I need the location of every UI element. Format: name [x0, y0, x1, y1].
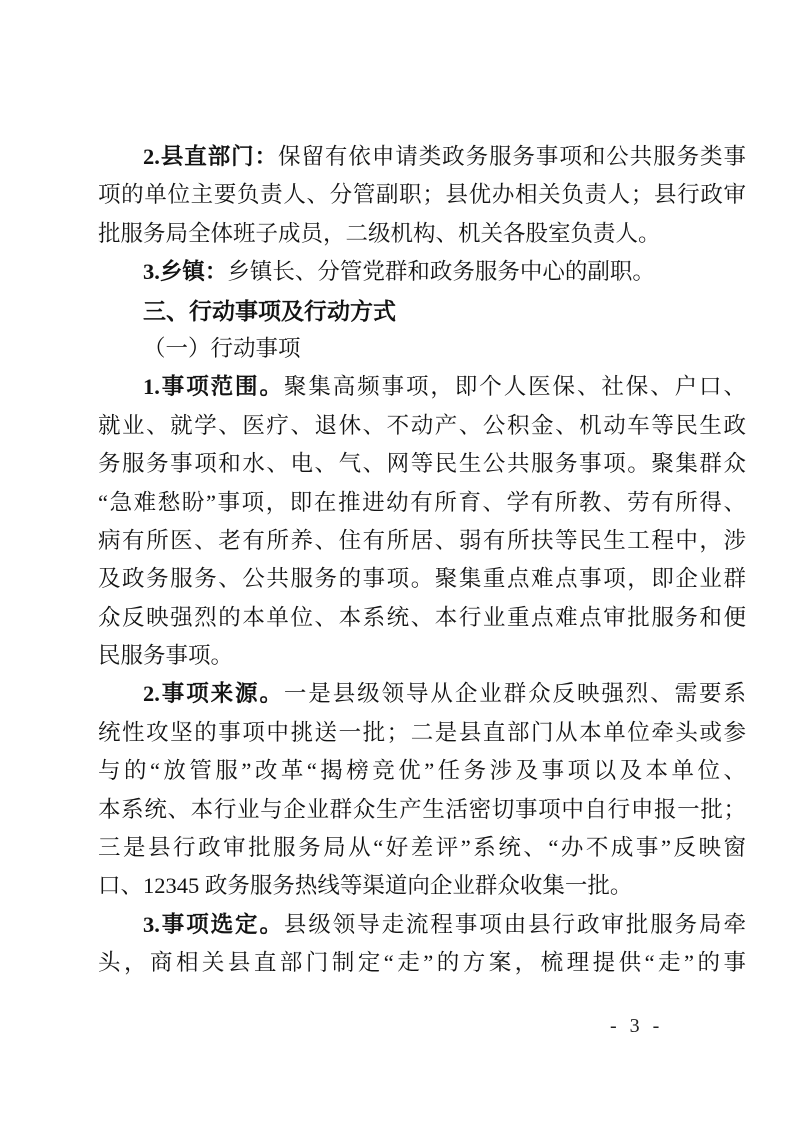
text-line — [98, 522, 746, 560]
text-run: 众反映强烈的本单位、本系统、本行业重点难点审批服务和便 — [98, 604, 746, 630]
text-run: “急难愁盼”事项，即在推进幼有所育、学有所教、劳有所得、 — [98, 489, 746, 515]
text-line — [98, 637, 746, 675]
text-line — [98, 714, 746, 752]
text-run: 保留有依申请类政务服务事项和公共服务类事 — [278, 144, 746, 169]
text-run: 病有所医、老有所养、住有所居、弱有所扶等民生工程中，涉 — [98, 527, 746, 553]
text-line — [98, 791, 746, 829]
text-line — [98, 138, 746, 176]
text-run: 县级领导走流程事项由县行政审批服务局牵 — [283, 911, 746, 937]
text-line — [98, 176, 746, 214]
text-run: 及政务服务、公共服务的事项。聚集重点难点事项，即企业群 — [98, 566, 746, 592]
text-line — [98, 944, 746, 982]
text-line — [98, 599, 746, 637]
text-line — [98, 407, 746, 445]
text-run: 与的“放管服”改革“揭榜竞优”任务涉及事项以及本单位、 — [98, 758, 746, 784]
text-run: 就业、就学、医疗、退休、不动产、公积金、机动车等民生政 — [98, 412, 746, 438]
document-body — [98, 138, 746, 983]
text-run: 头，商相关县直部门制定“走”的方案，梳理提供“走”的事 — [98, 950, 746, 976]
text-run: 聚集高频事项，即个人医保、社保、户口、 — [283, 374, 746, 400]
text-line — [98, 675, 746, 713]
emphasis-text-run: 2.县直部门： — [143, 144, 279, 169]
text-run: 乡镇长、分管党群和政务服务中心的副职。 — [227, 259, 655, 285]
text-line — [98, 752, 746, 790]
text-line — [98, 368, 746, 406]
text-line — [98, 484, 746, 522]
emphasis-text-run: 2.事项来源。 — [143, 681, 284, 707]
emphasis-text-run: 3.乡镇： — [143, 259, 228, 285]
text-line — [98, 829, 746, 867]
text-run: 口、12345 政务服务热线等渠道向企业群众收集一批。 — [98, 873, 633, 899]
text-run: 批服务局全体班子成员，二级机构、机关各股室负责人。 — [98, 220, 661, 246]
text-line — [98, 215, 746, 253]
text-line — [98, 330, 746, 368]
text-line — [98, 445, 746, 483]
text-line — [98, 253, 746, 291]
text-run: 三是县行政审批服务局从“好差评”系统、“办不成事”反映窗 — [98, 835, 746, 861]
page-number: - 3 - — [610, 1015, 664, 1037]
text-run: 本系统、本行业与企业群众生产生活密切事项中自行申报一批； — [98, 796, 746, 822]
text-line — [98, 560, 746, 598]
text-run: 统性攻坚的事项中挑送一批；二是县直部门从本单位牵头或参 — [98, 719, 746, 745]
text-line — [98, 867, 746, 905]
text-run: 务服务事项和水、电、气、网等民生公共服务事项。聚集群众 — [98, 451, 746, 477]
text-run: 项的单位主要负责人、分管副职；县优办相关负责人；县行政审 — [98, 182, 746, 208]
text-run: （一）行动事项 — [143, 335, 301, 361]
emphasis-text-run: 1.事项范围。 — [143, 374, 284, 400]
emphasis-text-run: 3.事项选定。 — [143, 911, 284, 937]
emphasis-text-run: 三、行动事项及行动方式 — [143, 297, 396, 324]
section-heading-line — [98, 292, 746, 330]
text-run: 民服务事项。 — [98, 643, 234, 669]
text-line — [98, 906, 746, 944]
text-run: 一是县级领导从企业群众反映强烈、需要系 — [283, 681, 746, 707]
